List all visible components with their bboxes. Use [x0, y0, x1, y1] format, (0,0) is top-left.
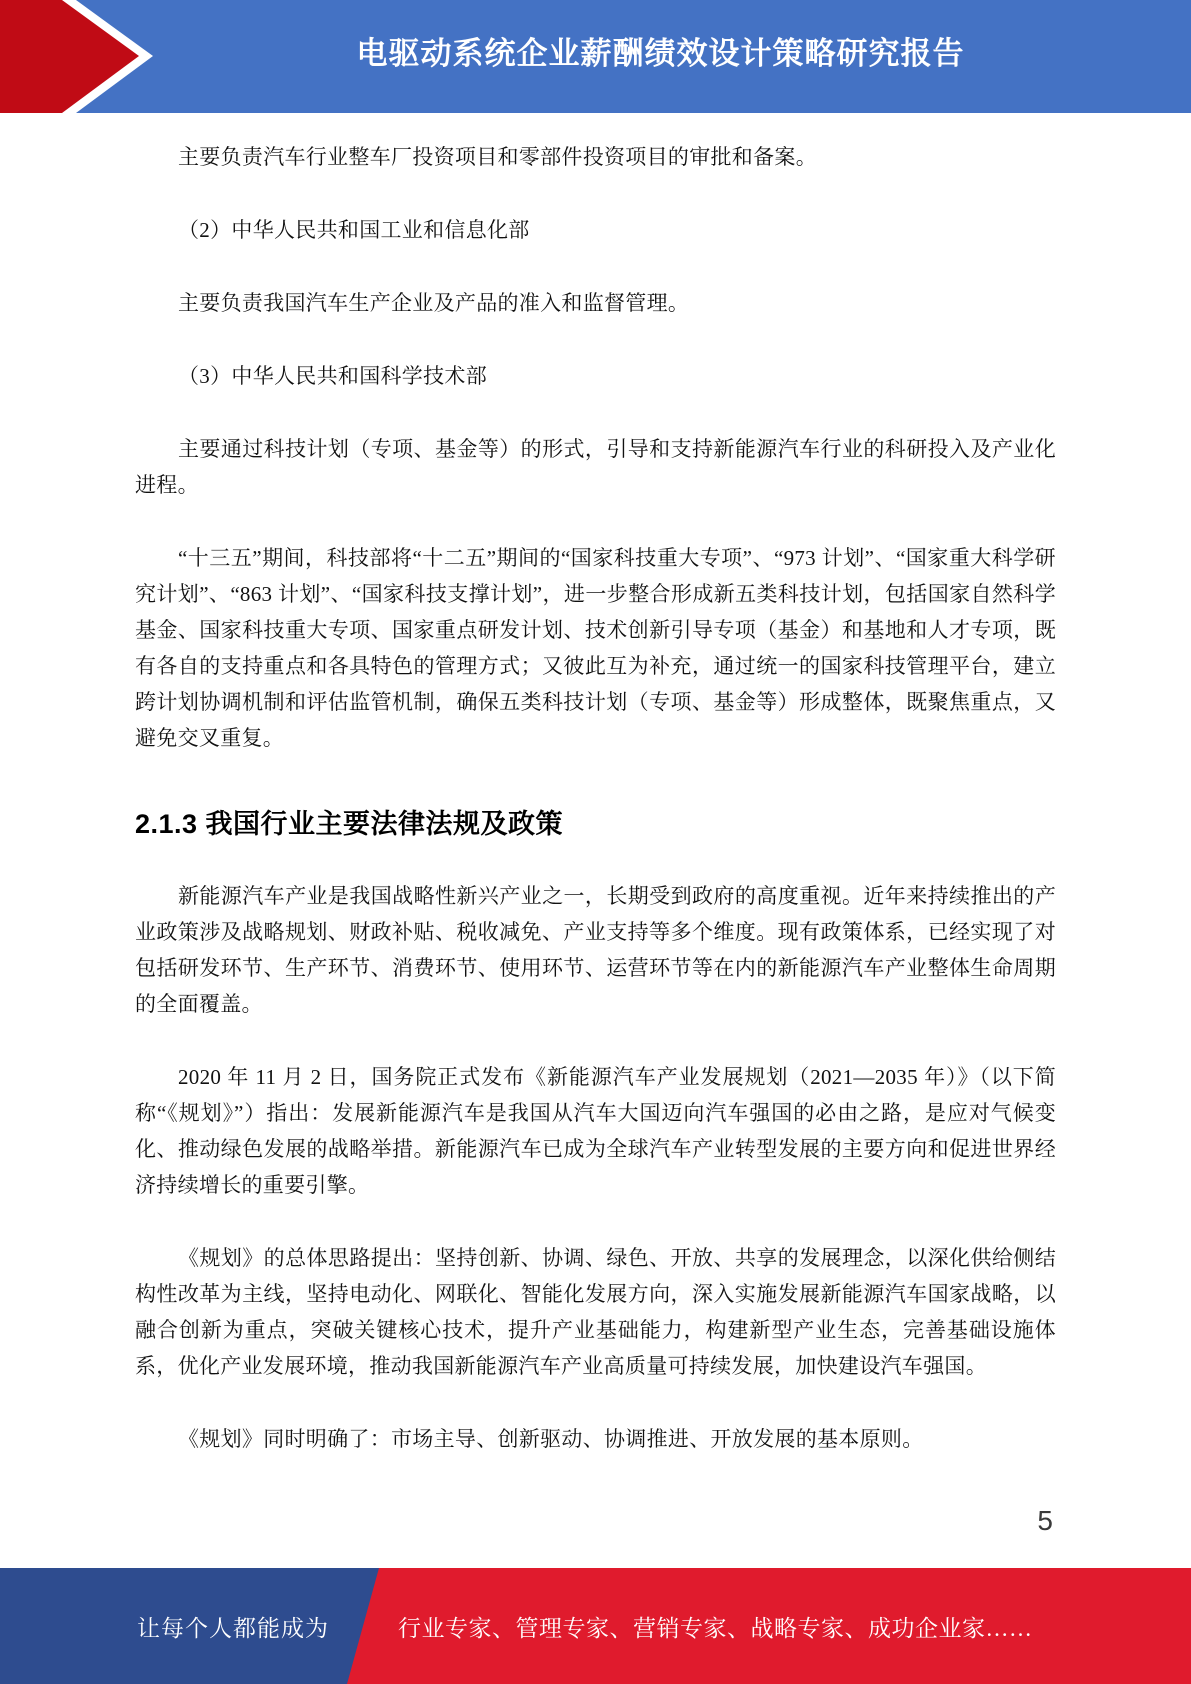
page-title: 电驱动系统企业薪酬绩效设计策略研究报告: [356, 35, 965, 71]
footer-experts-list: 行业专家、管理专家、营销专家、战略专家、成功企业家……: [398, 1615, 1033, 1641]
paragraph: 《规划》的总体思路提出：坚持创新、协调、绿色、开放、共享的发展理念，以深化供给侧结构性改革为主线，坚持电动化、网联化、智能化发展方向，深入实施发展新能源汽车国家战略，以融合创新为重点，突破关键核心技术，提升产业基础能力，构建新型产业生态，完善基础设施体系，优化产业发展环境，推动我国新能源汽车产业高质量可持续发展，加快建设汽车强国。: [135, 1246, 1056, 1378]
page-number: 5: [1037, 1505, 1053, 1536]
header-bar: [0, 0, 1191, 113]
section-heading: 2.1.3 我国行业主要法律法规及政策: [135, 809, 564, 839]
paragraph: （3）中华人民共和国科学技术部: [178, 364, 487, 388]
paragraph: 主要负责我国汽车生产企业及产品的准入和监督管理。: [178, 291, 690, 315]
paragraph: 《规划》同时明确了：市场主导、创新驱动、协调推进、开放发展的基本原则。: [178, 1427, 924, 1451]
paragraph: “十三五”期间，科技部将“十二五”期间的“国家科技重大专项”、“973 计划”、“国家重大科学研究计划”、“863 计划”、“国家科技支撑计划”，进一步整合形成新五类科技计划，包括国家自然科学基金、国家科技重大专项、国家重点研发计划、技术创新引导专项（基金）和基地和人才专项，既有各自的支持重点和各具特色的管理方式；又彼此互为补充，通过统一的国家科技管理平台，建立跨计划协调机制和评估监管机制，确保五类科技计划（专项、基金等）形成整体，既聚焦重点，又避免交叉重复。: [135, 546, 1056, 750]
paragraph: 主要负责汽车行业整车厂投资项目和零部件投资项目的审批和备案。: [178, 145, 817, 169]
footer-bar: [0, 1568, 1191, 1684]
text-column: [135, 139, 1056, 1457]
paragraph: 新能源汽车产业是我国战略性新兴产业之一，长期受到政府的高度重视。近年来持续推出的产业政策涉及战略规划、财政补贴、税收减免、产业支持等多个维度。现有政策体系，已经实现了对包括研发环节、生产环节、消费环节、使用环节、运营环节等在内的新能源汽车产业整体生命周期的全面覆盖。: [135, 884, 1056, 1016]
paragraph: 2020 年 11 月 2 日，国务院正式发布《新能源汽车产业发展规划（2021—2035 年）》（以下简称“《规划》”）指出：发展新能源汽车是我国从汽车大国迈向汽车强国的必由之路，是应对气候变化、推动绿色发展的战略举措。新能源汽车已成为全球汽车产业转型发展的主要方向和促进世界经济持续增长的重要引擎。: [135, 1065, 1056, 1197]
document-body: [0, 113, 1191, 1494]
footer-slogan: 让每个人都能成为: [137, 1615, 329, 1641]
paragraph: （2）中华人民共和国工业和信息化部: [178, 218, 530, 242]
paragraph: 主要通过科技计划（专项、基金等）的形式，引导和支持新能源汽车行业的科研投入及产业化进程。: [135, 437, 1056, 497]
